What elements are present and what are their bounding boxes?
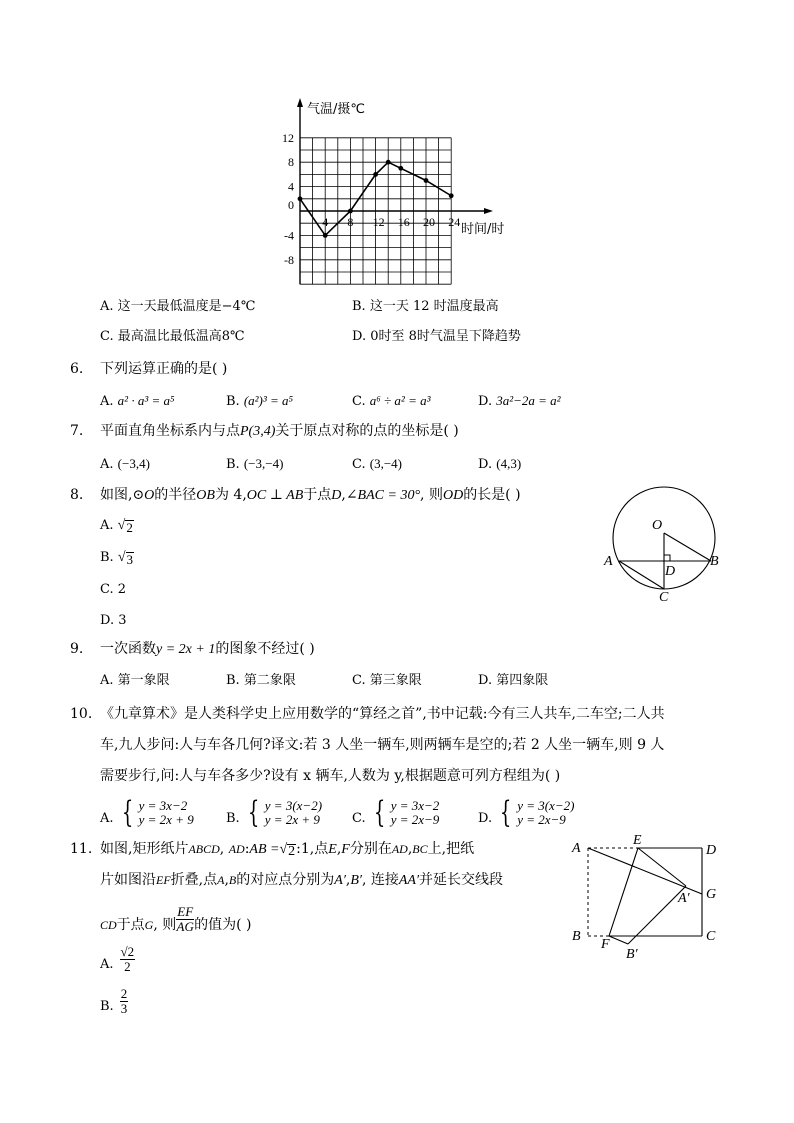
chart-xlabel: 时间/时 bbox=[461, 222, 505, 237]
q11-label-b: B bbox=[572, 929, 581, 944]
q7-option-b: B. (−3,−4) bbox=[226, 456, 284, 472]
chart-data-point bbox=[398, 166, 403, 171]
chart-data-point bbox=[348, 209, 353, 214]
chart-xtick-label: 12 bbox=[372, 215, 385, 229]
q8-option-b: B. √ 3 bbox=[100, 550, 134, 567]
chart-xtick-label: 4 bbox=[322, 215, 329, 229]
q6-option-c: C. a⁶ ÷ a² = a³ bbox=[352, 393, 431, 409]
q6-number: 6. bbox=[70, 361, 84, 377]
q11-label-d: D bbox=[706, 843, 717, 858]
q8-segment-ac bbox=[619, 561, 664, 589]
q7-stem: 平面直角坐标系内与点P(3,4)关于原点对称的点的坐标是( ) bbox=[100, 423, 459, 439]
q11-option-b: B. $\frac{2}{3}$ bbox=[100, 986, 128, 1016]
chart-data-point bbox=[449, 193, 454, 198]
q6-option-a: A. a² · a³ = a⁵ bbox=[100, 393, 175, 409]
chart-x-arrow bbox=[484, 208, 493, 214]
q11-segment-fb1 bbox=[609, 936, 628, 944]
q10-line-3: 需要步行,问:人与车各多少?设有 x 辆车,人数为 y,根据题意可列方程组为( ) bbox=[100, 768, 561, 784]
q11-label-a-prime: A′ bbox=[678, 891, 690, 906]
q6-option-b: B. (a²)³ = a⁵ bbox=[226, 393, 294, 409]
q11-label-g: G bbox=[706, 887, 717, 902]
q6-option-d: D. 3a²−2a = a² bbox=[478, 393, 561, 409]
q11-label-e: E bbox=[633, 833, 642, 848]
q8-segment-ob bbox=[664, 533, 711, 561]
q10-number: 10. bbox=[70, 706, 93, 722]
q11-segment-ag bbox=[588, 848, 702, 894]
q11-rectangle-figure bbox=[566, 830, 726, 962]
q5-option-b: B. 这一天 12 时温度最高 bbox=[352, 299, 499, 314]
q10-option-c: C. { y = 3x−2 y = 2x−9 bbox=[352, 795, 440, 830]
q8-circle-figure bbox=[598, 485, 728, 603]
chart-data-point bbox=[298, 196, 303, 201]
q8-label-d: D bbox=[665, 564, 676, 579]
q9-number: 9. bbox=[70, 641, 84, 657]
chart-data-point bbox=[386, 160, 391, 165]
q5-option-c: C. 最高温比最低温高8℃ bbox=[100, 329, 245, 344]
q7-option-a: A. (−3,4) bbox=[100, 456, 150, 472]
q5-option-d: D. 0时至 8时气温呈下降趋势 bbox=[352, 329, 521, 344]
chart-ytick-label: 0 bbox=[288, 198, 294, 212]
q6-stem: 下列运算正确的是( ) bbox=[100, 361, 228, 377]
chart-xtick-label: 24 bbox=[448, 215, 461, 229]
q7-number: 7. bbox=[70, 423, 84, 439]
chart-data-point bbox=[373, 172, 378, 177]
q8-label-c: C bbox=[659, 590, 669, 605]
chart-ytick-label: 4 bbox=[288, 179, 294, 194]
q11-fold-ef bbox=[609, 848, 638, 936]
chart-ytick-label: -8 bbox=[284, 252, 294, 267]
chart-xtick-label: 20 bbox=[423, 215, 435, 229]
q8-number: 8. bbox=[70, 487, 84, 503]
q8-option-a: A. √ 2 bbox=[100, 518, 133, 535]
q8-option-c: C. 2 bbox=[100, 582, 127, 597]
temperature-chart bbox=[282, 95, 525, 290]
q11-label-b-prime: B′ bbox=[626, 947, 638, 962]
q9-option-c: C. 第三象限 bbox=[352, 673, 422, 688]
q7-option-c: C. (3,−4) bbox=[352, 456, 403, 472]
q11-number: 11. bbox=[70, 841, 93, 857]
chart-ylabel: 气温/摄℃ bbox=[307, 102, 365, 117]
chart-ytick-label: 12 bbox=[282, 130, 294, 145]
chart-axes bbox=[297, 98, 493, 284]
q9-option-b: B. 第二象限 bbox=[226, 673, 296, 688]
chart-data-point bbox=[424, 178, 429, 183]
chart-ytick-label: 8 bbox=[288, 155, 294, 170]
q8-label-b: B bbox=[710, 554, 719, 569]
q9-stem: 一次函数y = 2x + 1的图象不经过( ) bbox=[100, 641, 315, 657]
chart-xtick-label: 16 bbox=[397, 215, 410, 229]
q10-option-d: D. { y = 3(x−2) y = 2x−9 bbox=[478, 795, 575, 830]
chart-y-arrow bbox=[297, 98, 303, 107]
q11-segment-ea1 bbox=[638, 848, 686, 886]
chart-data-point bbox=[323, 233, 328, 238]
q11-option-a: A. $\frac{√2}{2}$ bbox=[100, 944, 135, 974]
q9-option-a: A. 第一象限 bbox=[100, 673, 170, 688]
q8-option-d: D. 3 bbox=[100, 613, 127, 628]
q11-line-1: 如图,矩形纸片ABCD, AD:AB = √ 2 :1,点E,F分别在AD,BC上,把纸 bbox=[100, 841, 475, 859]
q10-line-2: 车,九人步问:人与车各几何?译文:若 3 人坐一辆车,则两辆车是空的;若 2 人坐一辆车,则 9 人 bbox=[100, 737, 665, 753]
q8-label-a: A bbox=[604, 554, 613, 569]
q11-line-2: 片如图沿EF折叠,点A,B的对应点分别为A′,B′, 连接AA′并延长交线段 bbox=[100, 872, 504, 888]
q11-label-f: F bbox=[601, 937, 610, 952]
q7-option-d: D. (4,3) bbox=[478, 456, 522, 472]
q8-label-o: O bbox=[652, 518, 663, 533]
q5-option-a: A. 这一天最低温度是−4℃ bbox=[100, 299, 256, 314]
q11-line-3: CD 于点 G , 则 $\frac{EF}{AG}$ 的值为( ) bbox=[100, 904, 252, 934]
q10-option-a: A. { y = 3x−2 y = 2x + 9 bbox=[100, 795, 194, 830]
chart-ytick-label: -4 bbox=[284, 228, 294, 243]
q9-option-d: D. 第四象限 bbox=[478, 673, 549, 688]
q11-label-c: C bbox=[706, 929, 716, 944]
q10-option-b: B. { y = 3(x−2) y = 2x + 9 bbox=[226, 795, 323, 830]
q11-label-a: A bbox=[572, 841, 581, 856]
q8-stem: 如图,⊙O的半径OB为 4,OC ⊥ AB于点D,∠BAC = 30°, 则OD的长是( ) bbox=[100, 487, 521, 503]
q8-right-angle-mark bbox=[664, 555, 670, 561]
q10-line-1: 《九章算术》是人类科学史上应用数学的“算经之首”,书中记载:今有三人共车,二车空;二人共 bbox=[100, 706, 665, 722]
chart-xtick-label: 8 bbox=[347, 215, 354, 229]
